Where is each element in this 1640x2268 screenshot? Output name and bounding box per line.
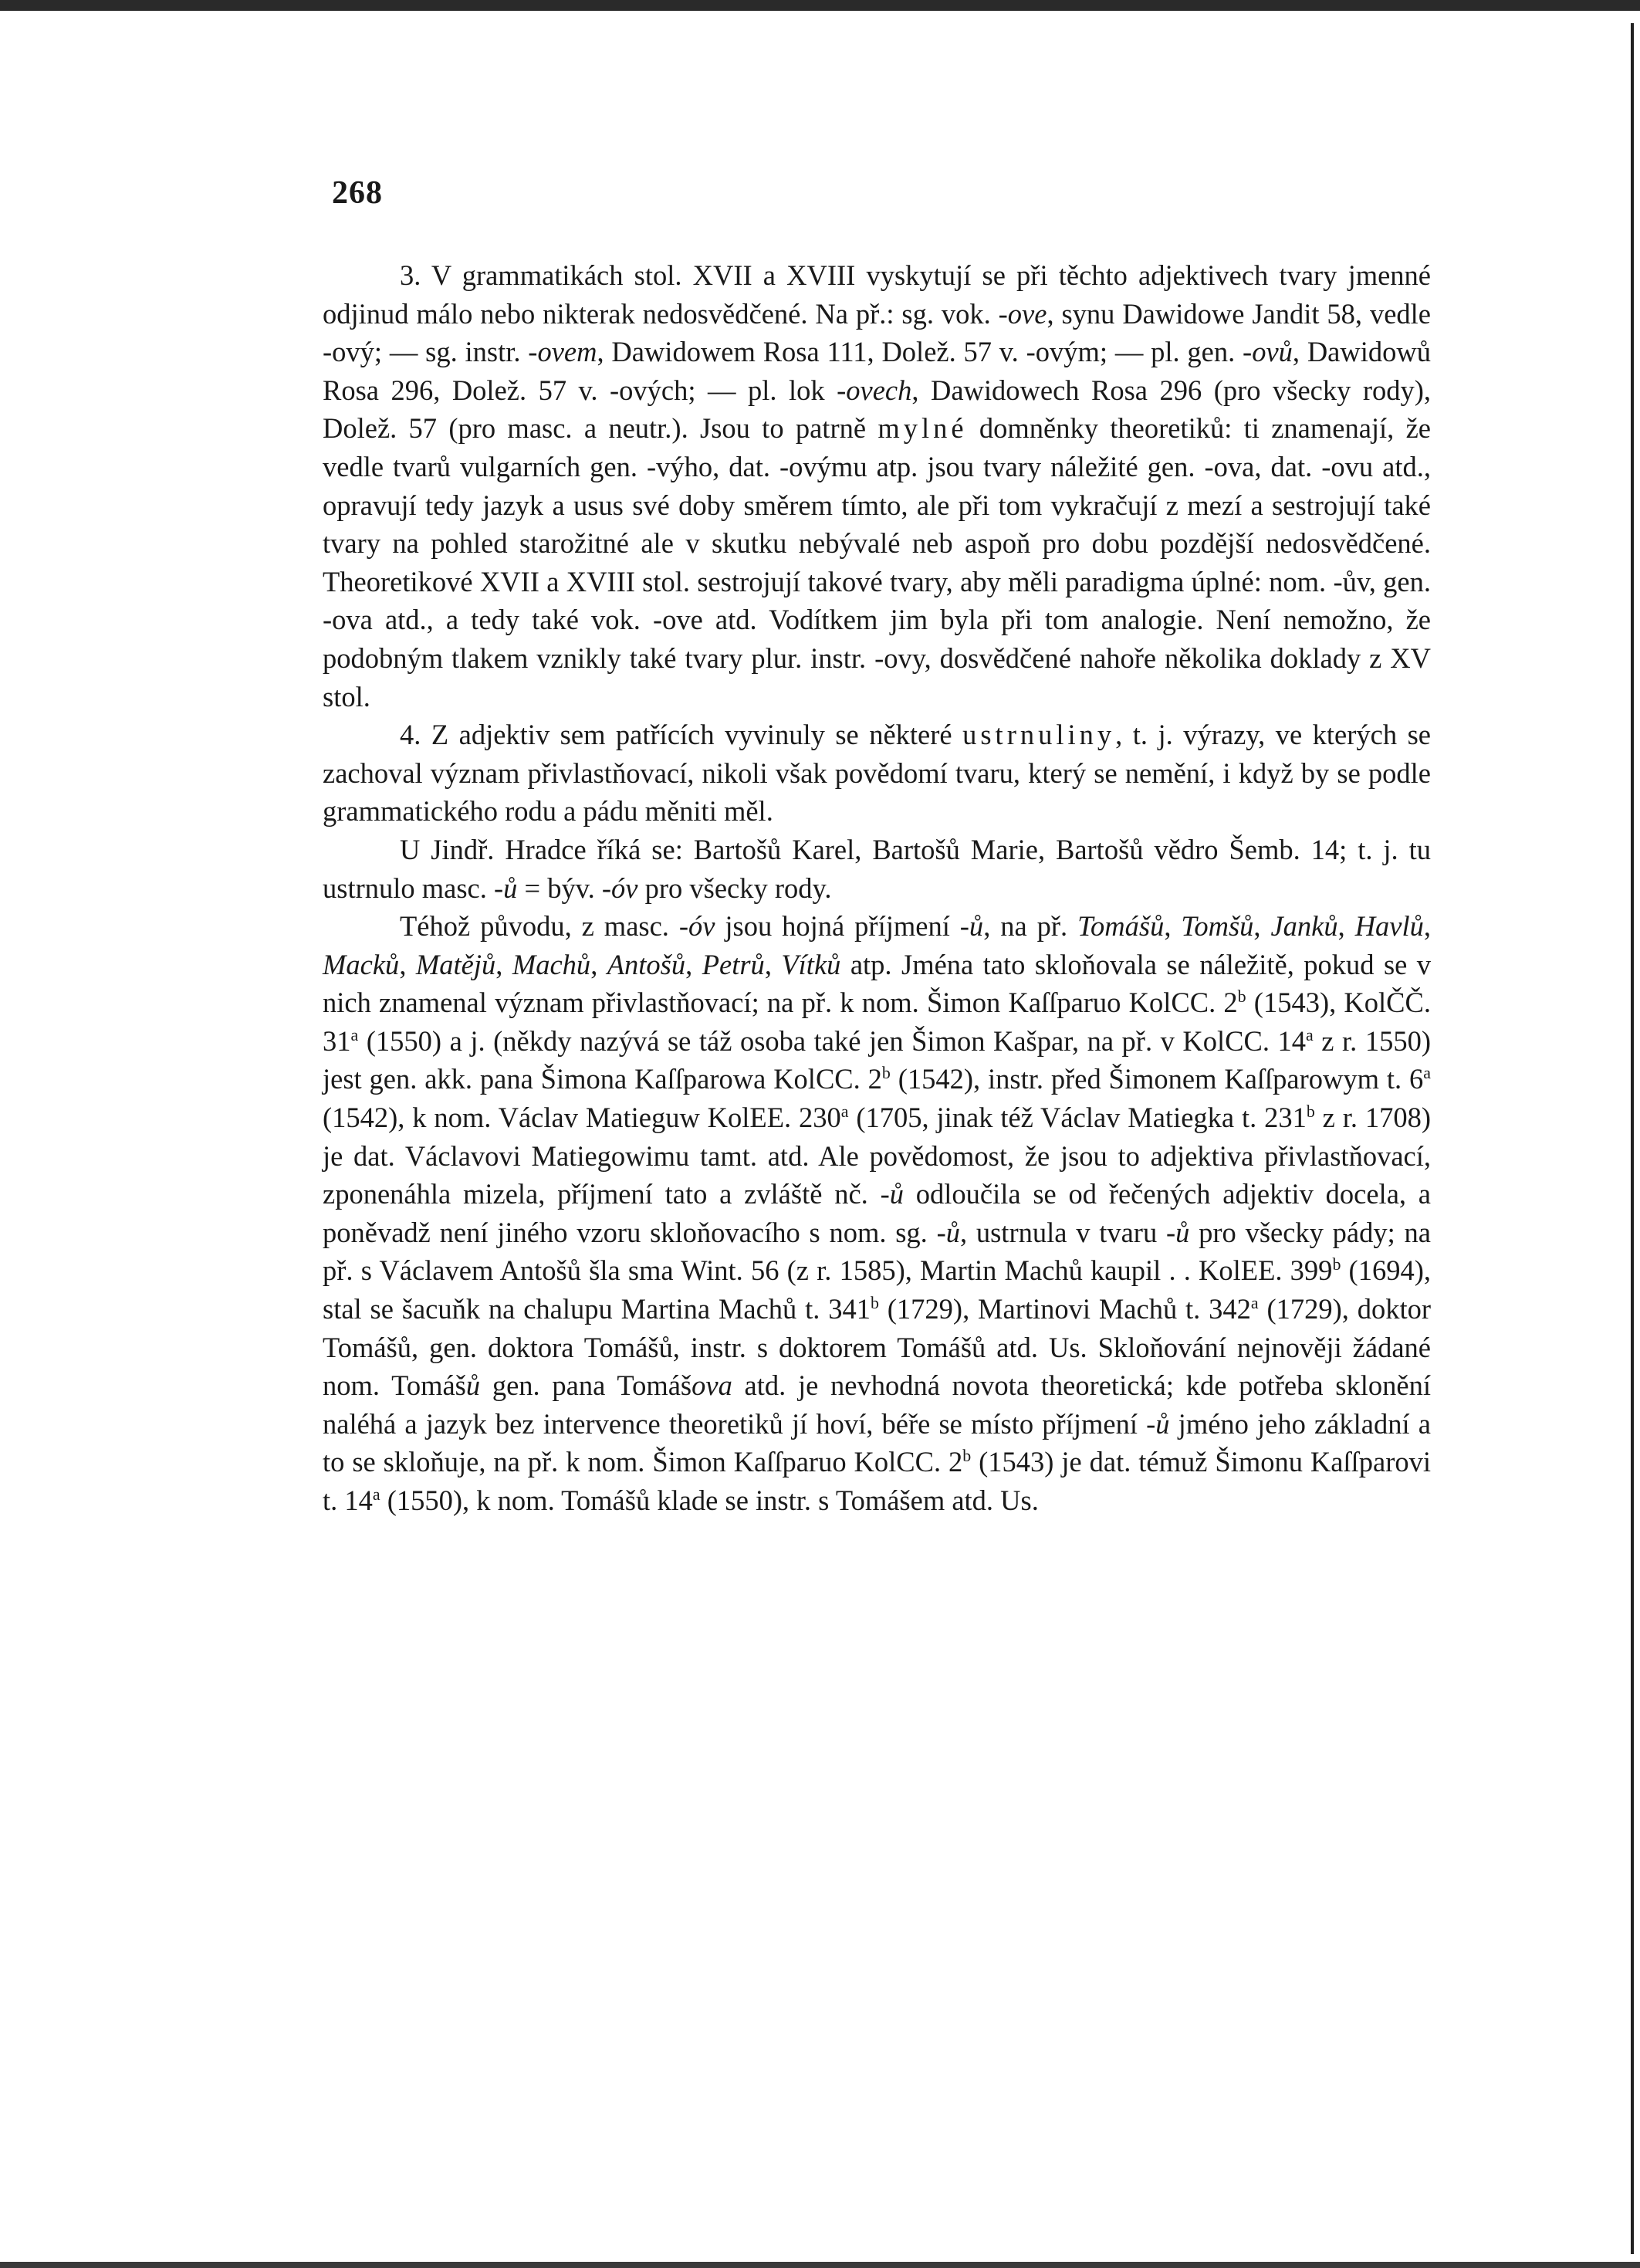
page-number: 268 [332,175,383,211]
paragraph-3: 3. V grammatikách stol. XVII a XVIII vyskytují se při těchto adjektivech tvary jmenné odjinud málo nebo nikterak nedosvědčené. Na př.: sg. vok. -ove, synu Dawidowe Jandit 58, vedle -ový; — sg. instr. -ovem, Dawidowem Rosa 111, Dolež. 57 v. -ovým; — pl. gen. -ovů, Dawidowů Rosa 296, Dolež. 57 v. -ových; — pl. lok -ovech, Dawidowech Rosa 296 (pro všecky rody), Dolež. 57 (pro masc. a neutr.). Jsou to patrně mylné domněnky theoretiků: ti znamenají, že vedle tvarů vulgarních gen. -výho, dat. -ovýmu atp. jsou tvary náležité gen. -ova, dat. -ovu atd., opravují tedy jazyk a usus své doby směrem tímto, ale při tom vykračují z mezí a sestrojují také tvary na pohled starožitné ale v skutku nebývalé neb aspoň pro dobu pozdější nedosvědčené. Theoretikové XVII a XVIII stol. sestrojují takové tvary, aby měli paradigma úplné: nom. -ův, gen. -ova atd., a tedy také vok. -ove atd. Vodítkem jim byla při tom analogie. Není nemožno, že podobným tlakem vznikly také tvary plur. instr. -ovy, dosvědčené nahoře několika doklady z XV stol. [323,259,1432,713]
body-text [323,256,1431,1520]
paragraph-jindr-hradec: U Jindř. Hradce říká se: Bartošů Karel, Bartošů Marie, Bartošů vědro Šemb. 14; t. j. tu ustrnulo masc. -ů = býv. -óv pro všecky rody. [323,833,1431,904]
scan-edge-bottom [0,2262,1640,2268]
scan-edge-right [1631,23,1634,2254]
scan-edge-top [0,0,1640,11]
paragraph-surnames: Téhož původu, z masc. -óv jsou hojná příjmení -ů, na př. Tomášů, Tomšů, Janků, Havlů, Macků, Matějů, Machů, Antošů, Petrů, Vítků atp. Jména tato skloňovala se náležitě, pokud se v nich znamenal význam přivlastňovací; na př. k nom. Šimon Kaſſparuo KolCC. 2$^b$ (1543), KolČČ. 31$^a$ (1550) a j. (někdy nazývá se táž osoba také jen Šimon Kašpar, na př. v KolCC. 14$^a$ z r. 1550) jest gen. akk. pana Šimona Kaſſparowa KolCC. 2$^b$ (1542), instr. před Šimonem Kaſſparowym t. 6$^a$ (1542), k nom. Václav Matieguw KolEE. 230$^a$ (1705, jinak též Václav Matiegka t. 231$^b$ z r. 1708) je dat. Václavovi Matiegowimu tamt. atd. Ale povědomost, že jsou to adjektiva přivlastňovací, zponenáhla mizela, příjmení tato a zvláště nč. -ů odloučila se od řečených adjektiv docela, a poněvadž není jiného vzoru skloňovacího s nom. sg. -ů, ustrnula v tvaru -ů pro všecky pády; na př. s Václavem Antošů šla sma Wint. 56 (z r. 1585), Martin Machů kaupil . . KolEE. 399$^b$ (1694), stal se šacuňk na chalupu Martina Machů t. 341$^b$ (1729), Martinovi Machů t. 342$^a$ (1729), doktor Tomášů, gen. doktora Tomášů, instr. s doktorem Tomášů atd. Us. Skloňování nejnověji žádané nom. Tomášů gen. pana Tomášova atd. je nevhodná novota theoretická; kde potřeba sklonění naléhá a jazyk bez intervence theoretiků jí hoví, béře se místo příjmení -ů jméno jeho základní a to se skloňuje, na př. k nom. Šimon Kaſſparuo KolCC. 2$^b$ (1543) je dat. témuž Šimonu Kaſſparovi t. 14$^a$ (1550), k nom. Tomášů klade se instr. s Tomášem atd. Us. [323,910,1432,1516]
paragraph-4: 4. Z adjektiv sem patřících vyvinuly se některé ustrnuliny, t. j. výrazy, ve kterých se zachoval význam přivlastňovací, nikoli však povědomí tvaru, který se nemění, i když by se podle grammatického rodu a pádu měniti měl. [323,719,1431,828]
